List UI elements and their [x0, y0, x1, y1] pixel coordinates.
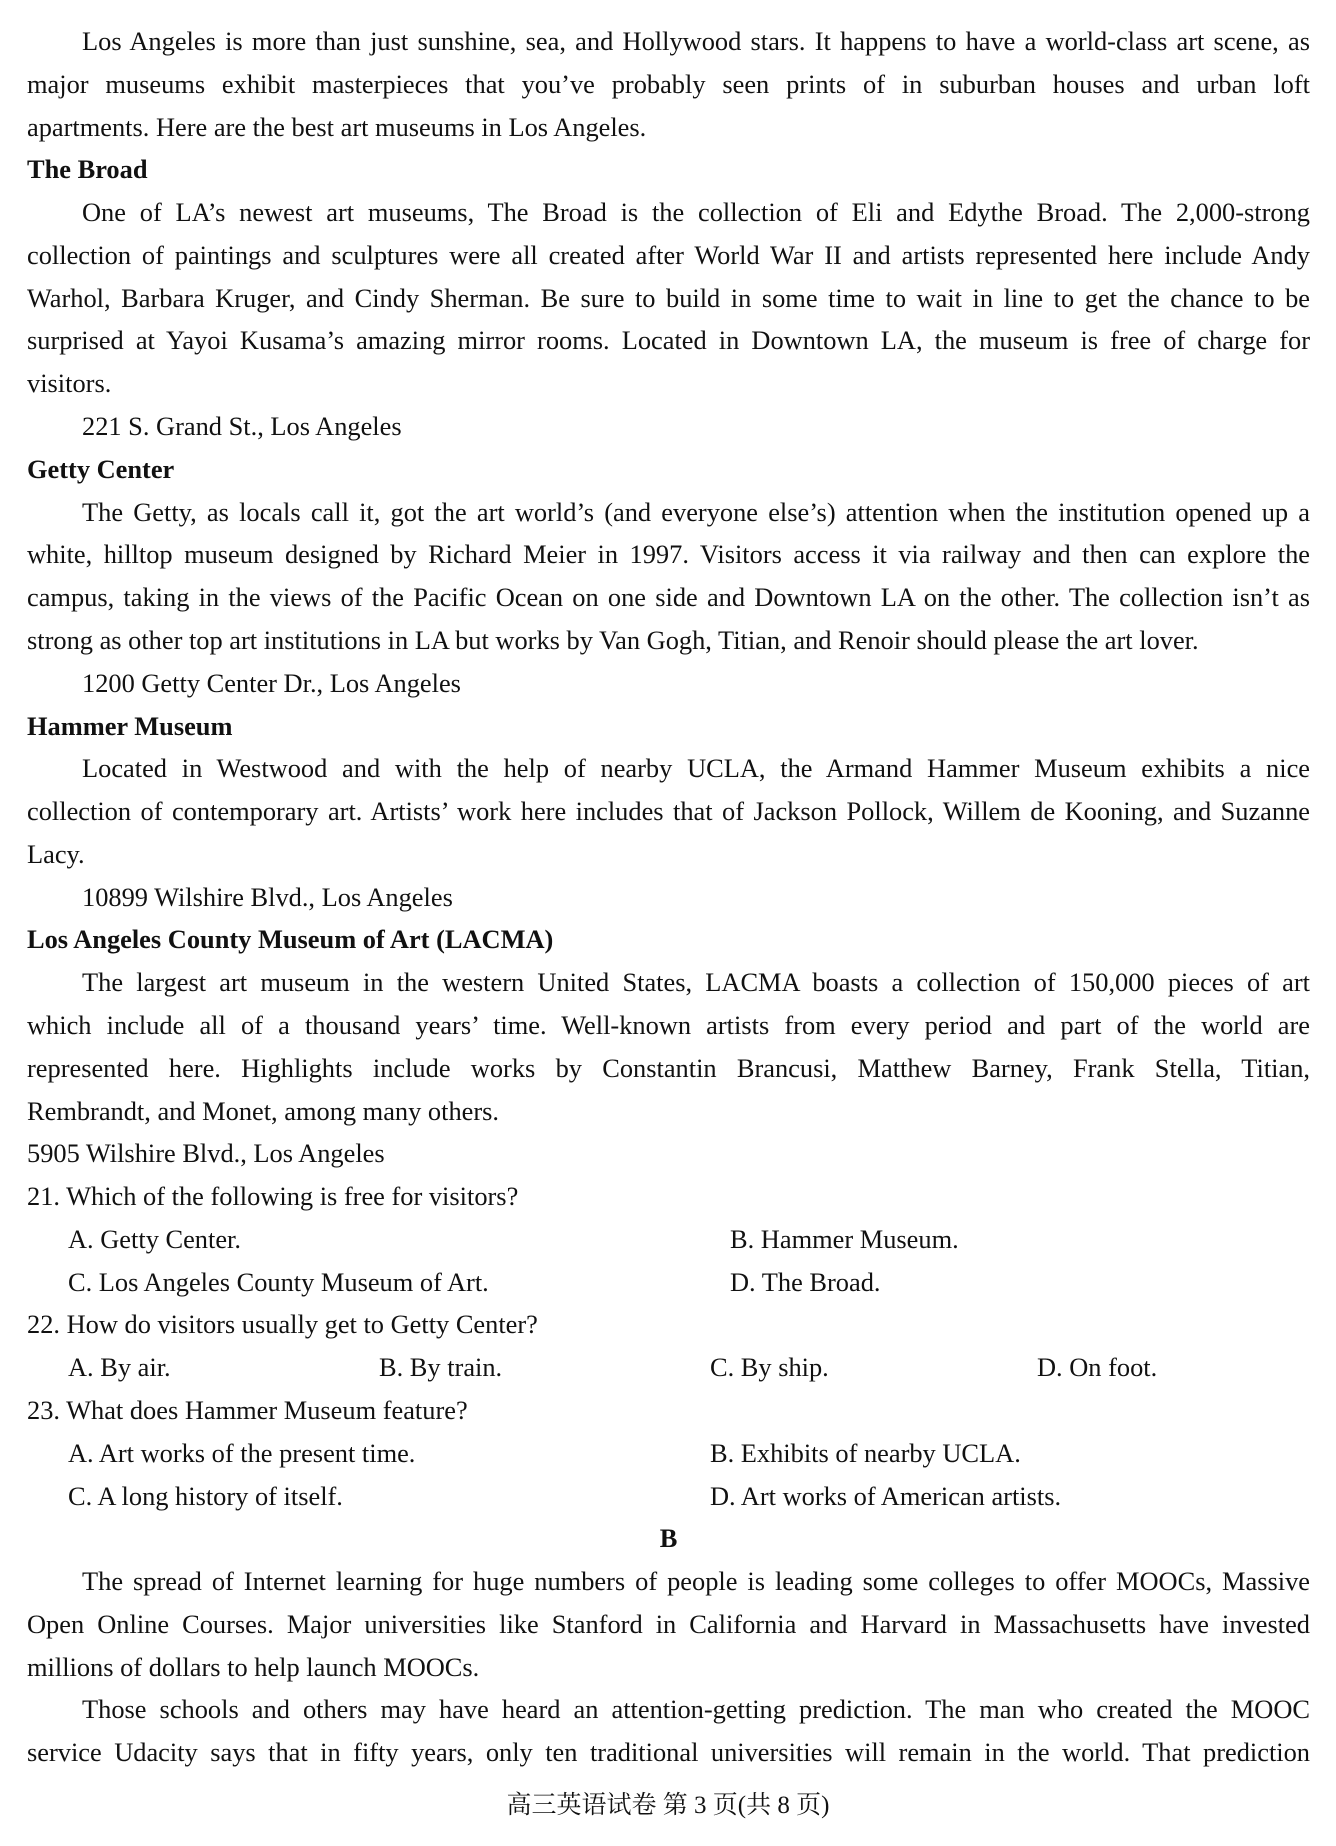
museum-heading: Getty Center: [27, 453, 175, 484]
paragraph-line: The Getty, as locals call it, got the art world’s (and everyone else’s) attention when the institution opened up a: [82, 496, 1310, 527]
paragraph-line: represented here. Highlights include works by Constantin Brancusi, Matthew Barney, Frank Stella, Titian,: [27, 1052, 1310, 1083]
question-stem: 21. Which of the following is free for visitors?: [27, 1181, 519, 1212]
answer-option-21-c: C. Los Angeles County Museum of Art.: [68, 1266, 489, 1297]
answer-option-22-b: B. By train.: [379, 1352, 503, 1383]
answer-option-23-b: B. Exhibits of nearby UCLA.: [710, 1437, 1021, 1468]
answer-option-21-b: B. Hammer Museum.: [730, 1223, 959, 1254]
museum-address: 10899 Wilshire Blvd., Los Angeles: [82, 881, 453, 912]
answer-option-22-c: C. By ship.: [710, 1352, 829, 1383]
museum-address: 5905 Wilshire Blvd., Los Angeles: [27, 1138, 385, 1169]
page-footer: 高三英语试卷 第 3 页(共 8 页): [506, 1792, 830, 1819]
museum-heading: Los Angeles County Museum of Art (LACMA): [27, 924, 554, 955]
museum-heading: The Broad: [27, 154, 148, 185]
section-label: B: [659, 1523, 678, 1554]
question-stem: 22. How do visitors usually get to Getty Center?: [27, 1309, 538, 1340]
option-row: [27, 1475, 1310, 1518]
paragraph-line: white, hilltop museum designed by Richard Meier in 1997. Visitors access it via railway and then can explore the: [27, 539, 1310, 570]
answer-option-23-d: D. Art works of American artists.: [710, 1480, 1062, 1511]
paragraph-line: Open Online Courses. Major universities like Stanford in California and Harvard in Massachusetts have invested: [27, 1608, 1310, 1639]
paragraph-line: campus, taking in the views of the Pacific Ocean on one side and Downtown LA on the other. The collection isn’t as: [27, 582, 1310, 613]
paragraph-line: Those schools and others may have heard an attention-getting prediction. The man who created the MOOC: [82, 1694, 1310, 1725]
option-row: [27, 1346, 1310, 1389]
paragraph-line: major museums exhibit masterpieces that you’ve probably seen prints of in suburban houses and urban loft: [27, 68, 1310, 99]
option-row: [27, 1218, 1310, 1261]
paragraph-line: visitors.: [27, 368, 112, 399]
paragraph-line: collection of contemporary art. Artists’ work here includes that of Jackson Pollock, Willem de Kooning, and Suzanne: [27, 796, 1310, 827]
paragraph-line: millions of dollars to help launch MOOCs.: [27, 1651, 480, 1682]
paragraph-line: Lacy.: [27, 838, 85, 869]
paragraph-line: Located in Westwood and with the help of nearby UCLA, the Armand Hammer Museum exhibits a nice: [82, 753, 1310, 784]
answer-option-21-d: D. The Broad.: [730, 1266, 881, 1297]
paragraph-line: collection of paintings and sculptures were all created after World War II and artists represented here include Andy: [27, 239, 1310, 270]
paragraph-line: surprised at Yayoi Kusama’s amazing mirror rooms. Located in Downtown LA, the museum is free of charge for: [27, 325, 1310, 356]
paragraph-line: which include all of a thousand years’ time. Well-known artists from every period and part of the world are: [27, 1009, 1310, 1040]
paragraph-line: strong as other top art institutions in LA but works by Van Gogh, Titian, and Renoir should please the art lover.: [27, 624, 1199, 655]
museum-address: 221 S. Grand St., Los Angeles: [82, 411, 402, 442]
paragraph-line: Los Angeles is more than just sunshine, sea, and Hollywood stars. It happens to have a world-class art scene, as: [82, 26, 1310, 56]
paragraph-line: apartments. Here are the best art museums in Los Angeles.: [27, 111, 647, 142]
answer-option-23-a: A. Art works of the present time.: [68, 1437, 416, 1468]
paragraph-line: Warhol, Barbara Kruger, and Cindy Sherman. Be sure to build in some time to wait in line to get the chance to be: [27, 282, 1310, 313]
option-row: [27, 1432, 1310, 1475]
paragraph-line: The spread of Internet learning for huge numbers of people is leading some colleges to offer MOOCs, Massive: [82, 1566, 1310, 1597]
paragraph-line: Rembrandt, and Monet, among many others.: [27, 1095, 500, 1126]
paragraph-line: The largest art museum in the western United States, LACMA boasts a collection of 150,000 pieces of art: [82, 967, 1310, 998]
question-stem: 23. What does Hammer Museum feature?: [27, 1395, 468, 1425]
answer-option-23-c: C. A long history of itself.: [68, 1480, 343, 1511]
museum-address: 1200 Getty Center Dr., Los Angeles: [82, 667, 461, 698]
option-row: [27, 1261, 1310, 1304]
answer-option-22-a: A. By air.: [68, 1352, 171, 1383]
paragraph-line: One of LA’s newest art museums, The Broad is the collection of Eli and Edythe Broad. The 2,000-strong: [82, 197, 1310, 228]
paragraph-line: service Udacity says that in fifty years, only ten traditional universities will remain in the world. That prediction: [27, 1737, 1310, 1768]
answer-option-21-a: A. Getty Center.: [68, 1223, 241, 1254]
museum-heading: Hammer Museum: [27, 710, 233, 741]
answer-option-22-d: D. On foot.: [1037, 1352, 1158, 1383]
